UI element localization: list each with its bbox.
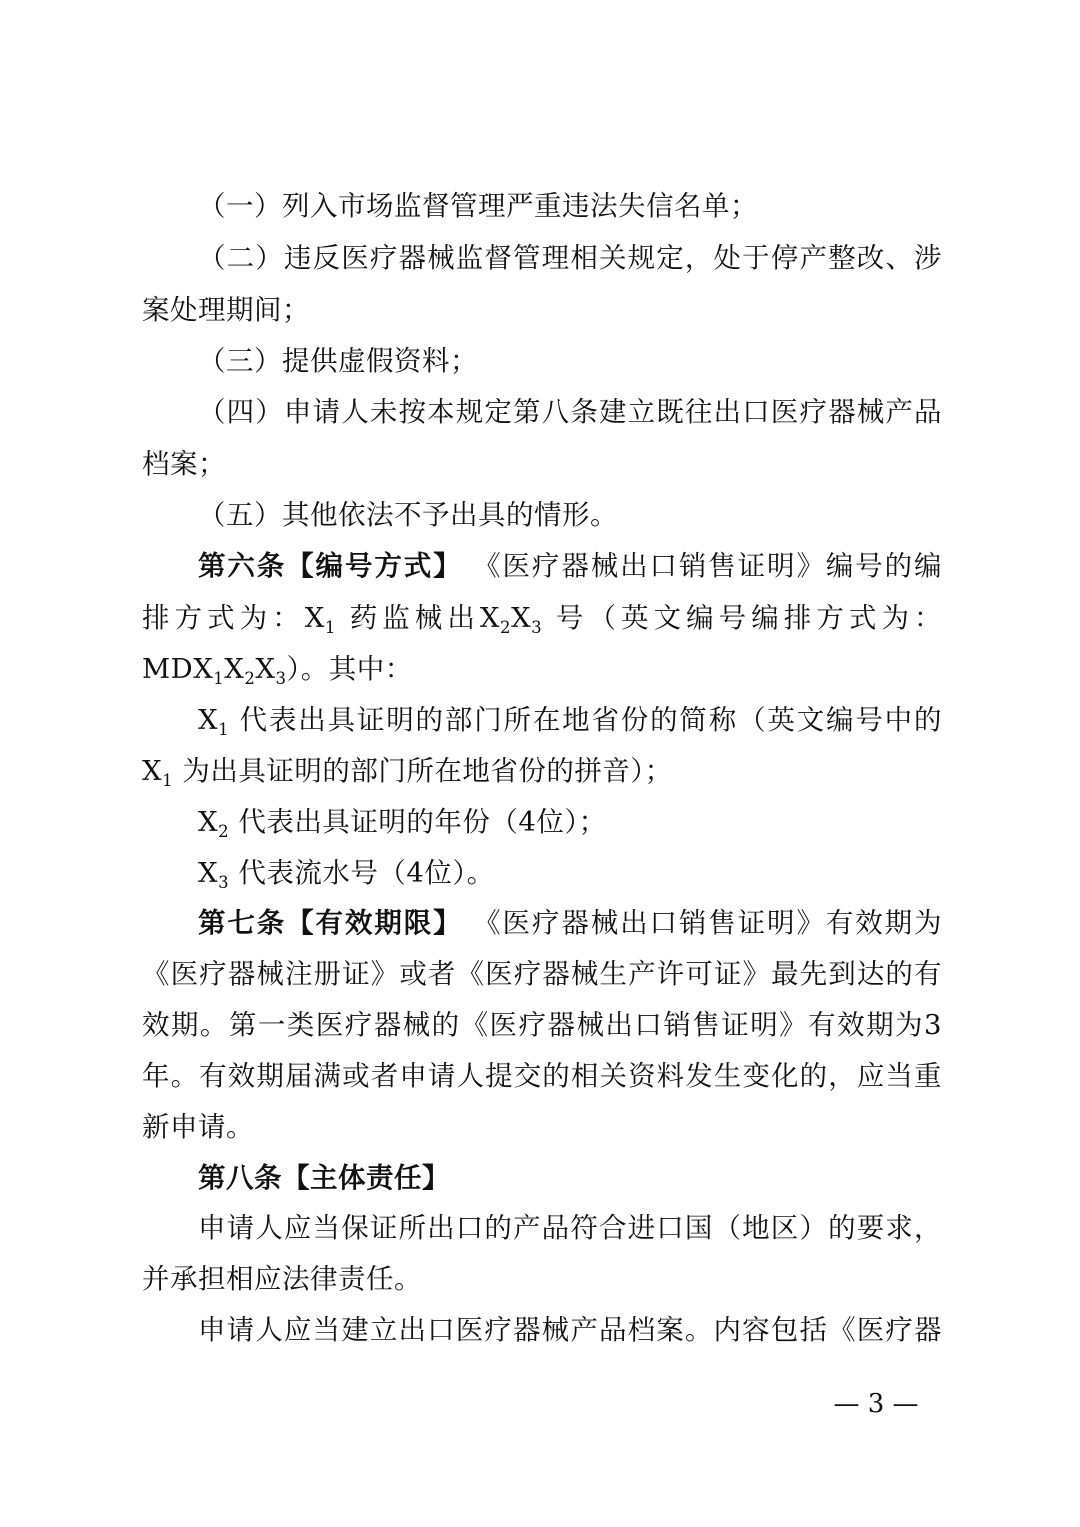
text-run: MDX — [142, 653, 214, 685]
page-number: — 3 — — [833, 1389, 919, 1419]
article-6-text: 《医疗器械出口销售证明》编号的编 — [473, 550, 943, 582]
subscript: 2 — [500, 617, 511, 637]
article-7-line-5: 新申请。 — [142, 1111, 254, 1143]
condition-4-line-1: （四）申请人未按本规定第八条建立既往出口医疗器械产品 — [198, 396, 942, 428]
text-run: 代表出具证明的年份（4位）； — [238, 806, 607, 838]
article-6-x1-line-1 — [198, 694, 942, 746]
subscript: 3 — [275, 668, 287, 688]
article-8-p2-line-1: 申请人应当建立出口医疗器械产品档案。内容包括《医疗器 — [198, 1314, 942, 1346]
article-6-x1-line-2 — [142, 745, 942, 797]
condition-1: （一）列入市场监督管理严重违法失信名单； — [198, 190, 758, 222]
text-run: 药监械出X — [349, 602, 500, 634]
condition-5: （五）其他依法不予出具的情形。 — [198, 499, 618, 531]
text-run: X — [255, 653, 276, 685]
article-7-heading: 第七条【有效期限】 — [198, 907, 463, 939]
text-run: 代表出具证明的部门所在地省份的简称（英文编号中的 — [239, 704, 942, 736]
article-6-x3 — [198, 847, 942, 899]
condition-4-line-2: 档案； — [142, 448, 226, 480]
text-run: X — [511, 602, 532, 634]
text-run: X — [198, 704, 219, 736]
text-run: 号（英文编号编排方式为： — [555, 602, 943, 634]
subscript: 2 — [218, 821, 230, 841]
article-8-p1-line-2: 并承担相应法律责任。 — [142, 1263, 422, 1295]
article-7-line-4: 年。有效期届满或者申请人提交的相关资料发生变化的，应当重 — [142, 1060, 942, 1092]
subscript: 1 — [218, 719, 230, 739]
condition-3: （三）提供虚假资料； — [198, 345, 478, 377]
article-6-x2 — [198, 796, 942, 848]
text-run: X — [142, 755, 163, 787]
subscript: 1 — [162, 770, 174, 790]
article-7-line-2: 《医疗器械注册证》或者《医疗器械生产许可证》最先到达的有 — [142, 958, 942, 990]
article-7-text: 《医疗器械出口销售证明》有效期为 — [473, 907, 943, 939]
subscript: 1 — [213, 668, 225, 688]
text-run: 为出具证明的部门所在地省份的拼音）； — [182, 755, 673, 787]
text-run: X — [224, 653, 245, 685]
article-6-line-2 — [142, 592, 942, 644]
article-6-heading: 第六条【编号方式】 — [198, 550, 463, 582]
article-8-heading: 第八条【主体责任】 — [198, 1162, 450, 1194]
subscript: 3 — [531, 617, 543, 637]
article-8-p1-line-1: 申请人应当保证所出口的产品符合进口国（地区）的要求， — [198, 1212, 942, 1244]
text-run: 排方式为：X — [142, 602, 325, 634]
article-7-line-3: 效期。第一类医疗器械的《医疗器械出口销售证明》有效期为3 — [142, 1009, 942, 1041]
subscript: 3 — [218, 872, 230, 892]
subscript: 1 — [324, 617, 336, 637]
text-run: 代表流水号（4位）。 — [238, 857, 495, 889]
condition-2-line-1: （二）违反医疗器械监督管理相关规定，处于停产整改、涉 — [198, 242, 942, 274]
text-run: X — [198, 857, 219, 889]
text-run: X — [198, 806, 219, 838]
subscript: 2 — [244, 668, 256, 688]
article-6-line-3 — [142, 643, 942, 695]
text-run: ）。其中： — [286, 653, 413, 685]
article-6-line-1 — [198, 540, 942, 592]
condition-2-line-2: 案处理期间； — [142, 294, 310, 326]
article-7-line-1 — [198, 897, 942, 949]
